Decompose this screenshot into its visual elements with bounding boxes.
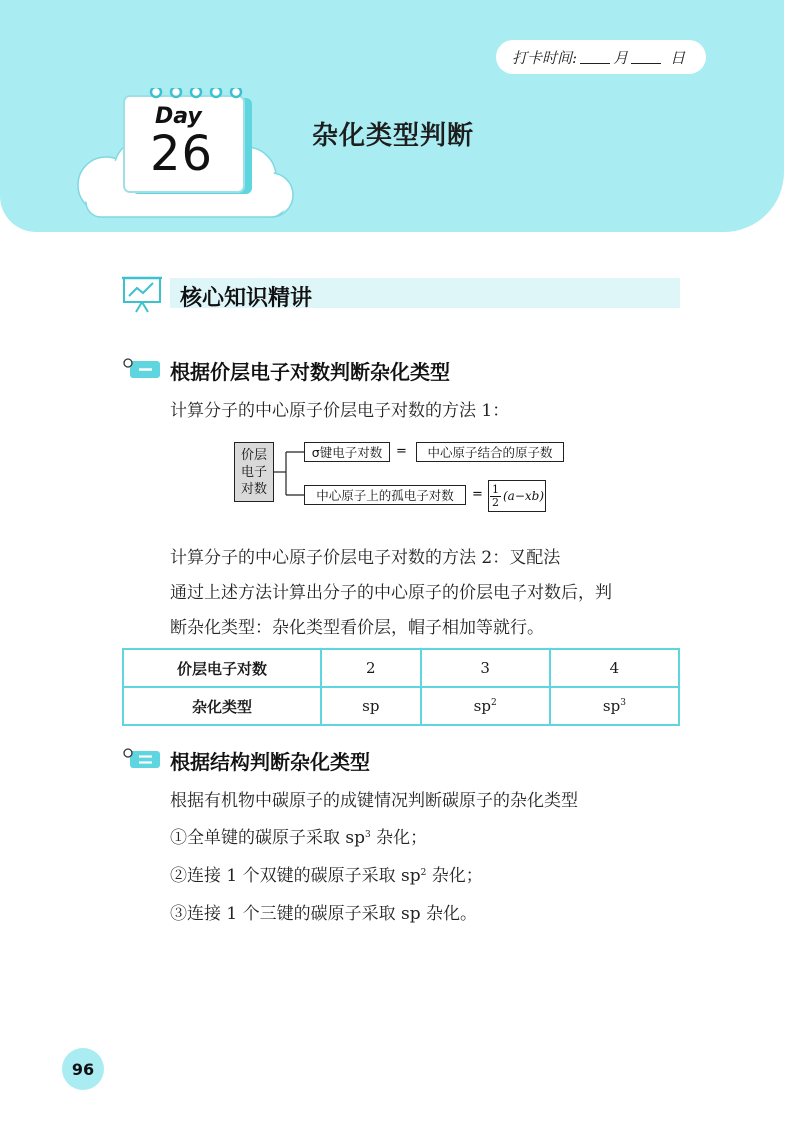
diagram-left-line-2: 电子 bbox=[240, 464, 267, 480]
month-label: 月 bbox=[613, 48, 629, 67]
fraction-numerator: 1 bbox=[491, 482, 499, 496]
item-two-pre: ②连接 1 个双键的碳原子采取 sp bbox=[170, 866, 421, 886]
list-item bbox=[170, 861, 483, 886]
table-row bbox=[123, 687, 679, 725]
method-one-text: 计算分子的中心原子价层电子对数的方法 1： bbox=[170, 401, 510, 421]
day-label: 日 bbox=[670, 48, 686, 67]
page-title: 杂化类型判断 bbox=[312, 121, 475, 151]
diagram-equals-1: = bbox=[396, 444, 407, 459]
table-header-pairs: 价层电子对数 bbox=[123, 649, 321, 687]
item-two-post: 杂化； bbox=[426, 866, 483, 886]
hybridization-table bbox=[122, 648, 680, 726]
diagram-sigma-box: σ键电子对数 bbox=[304, 442, 390, 462]
month-blank bbox=[580, 50, 610, 64]
section-two-intro: 根据有机物中碳原子的成键情况判断碳原子的杂化类型 bbox=[170, 791, 578, 811]
table-row bbox=[123, 649, 679, 687]
section-one-title: 根据价层电子对数判断杂化类型 bbox=[170, 360, 450, 384]
table-cell: 2 bbox=[321, 649, 421, 687]
valence-pair-diagram bbox=[232, 440, 572, 516]
diagram-fraction bbox=[490, 484, 501, 509]
day-number: 26 bbox=[150, 126, 214, 182]
cell-base: sp bbox=[473, 697, 491, 715]
checkin-label: 打卡时间: bbox=[512, 48, 578, 67]
day-word: Day bbox=[155, 104, 202, 129]
diagram-left-line-3: 对数 bbox=[240, 481, 267, 497]
list-item: ③连接 1 个三键的碳原子采取 sp 杂化。 bbox=[170, 904, 478, 924]
diagram-lone-pair-box: 中心原子上的孤电子对数 bbox=[304, 485, 466, 505]
diagram-sigma-result: 中心原子结合的原子数 bbox=[416, 442, 564, 462]
item-one-sup: 3 bbox=[365, 830, 371, 840]
core-title: 核心知识精讲 bbox=[180, 286, 313, 311]
cell-base: sp bbox=[362, 697, 380, 715]
table-cell bbox=[321, 687, 421, 725]
cell-sup: 2 bbox=[490, 698, 497, 708]
diagram-formula-box bbox=[488, 480, 546, 512]
section-two-icon bbox=[122, 748, 162, 770]
table-cell bbox=[550, 687, 679, 725]
item-one-pre: ①全单键的碳原子采取 sp bbox=[170, 828, 366, 848]
list-item bbox=[170, 823, 427, 848]
table-cell: 3 bbox=[421, 649, 550, 687]
method-two-text: 计算分子的中心原子价层电子对数的方法 2：叉配法 bbox=[170, 548, 561, 568]
table-cell bbox=[421, 687, 550, 725]
diagram-valence-box bbox=[234, 442, 274, 502]
checkin-time bbox=[496, 40, 706, 74]
paragraph-line-2: 通过上述方法计算出分子的中心原子的价层电子对数后，判 bbox=[170, 583, 612, 603]
cell-base: sp bbox=[602, 697, 621, 715]
diagram-formula: (a−xb) bbox=[502, 489, 545, 503]
paragraph-line-3: 断杂化类型：杂化类型看价层，帽子相加等就行。 bbox=[170, 618, 544, 638]
section-one-icon bbox=[122, 358, 162, 380]
item-one-post: 杂化； bbox=[370, 828, 428, 848]
diagram-equals-2: = bbox=[472, 487, 483, 502]
presentation-chart-icon bbox=[120, 270, 164, 314]
section-two-title: 根据结构判断杂化类型 bbox=[170, 750, 370, 774]
table-header-type: 杂化类型 bbox=[123, 687, 321, 725]
fraction-denominator: 2 bbox=[491, 495, 499, 509]
day-blank bbox=[631, 50, 661, 64]
page-number: 96 bbox=[62, 1048, 104, 1090]
diagram-left-line-1: 价层 bbox=[240, 447, 267, 463]
cell-sup: 3 bbox=[620, 698, 626, 708]
item-two-sup: 2 bbox=[420, 868, 427, 878]
table-cell: 4 bbox=[550, 649, 679, 687]
